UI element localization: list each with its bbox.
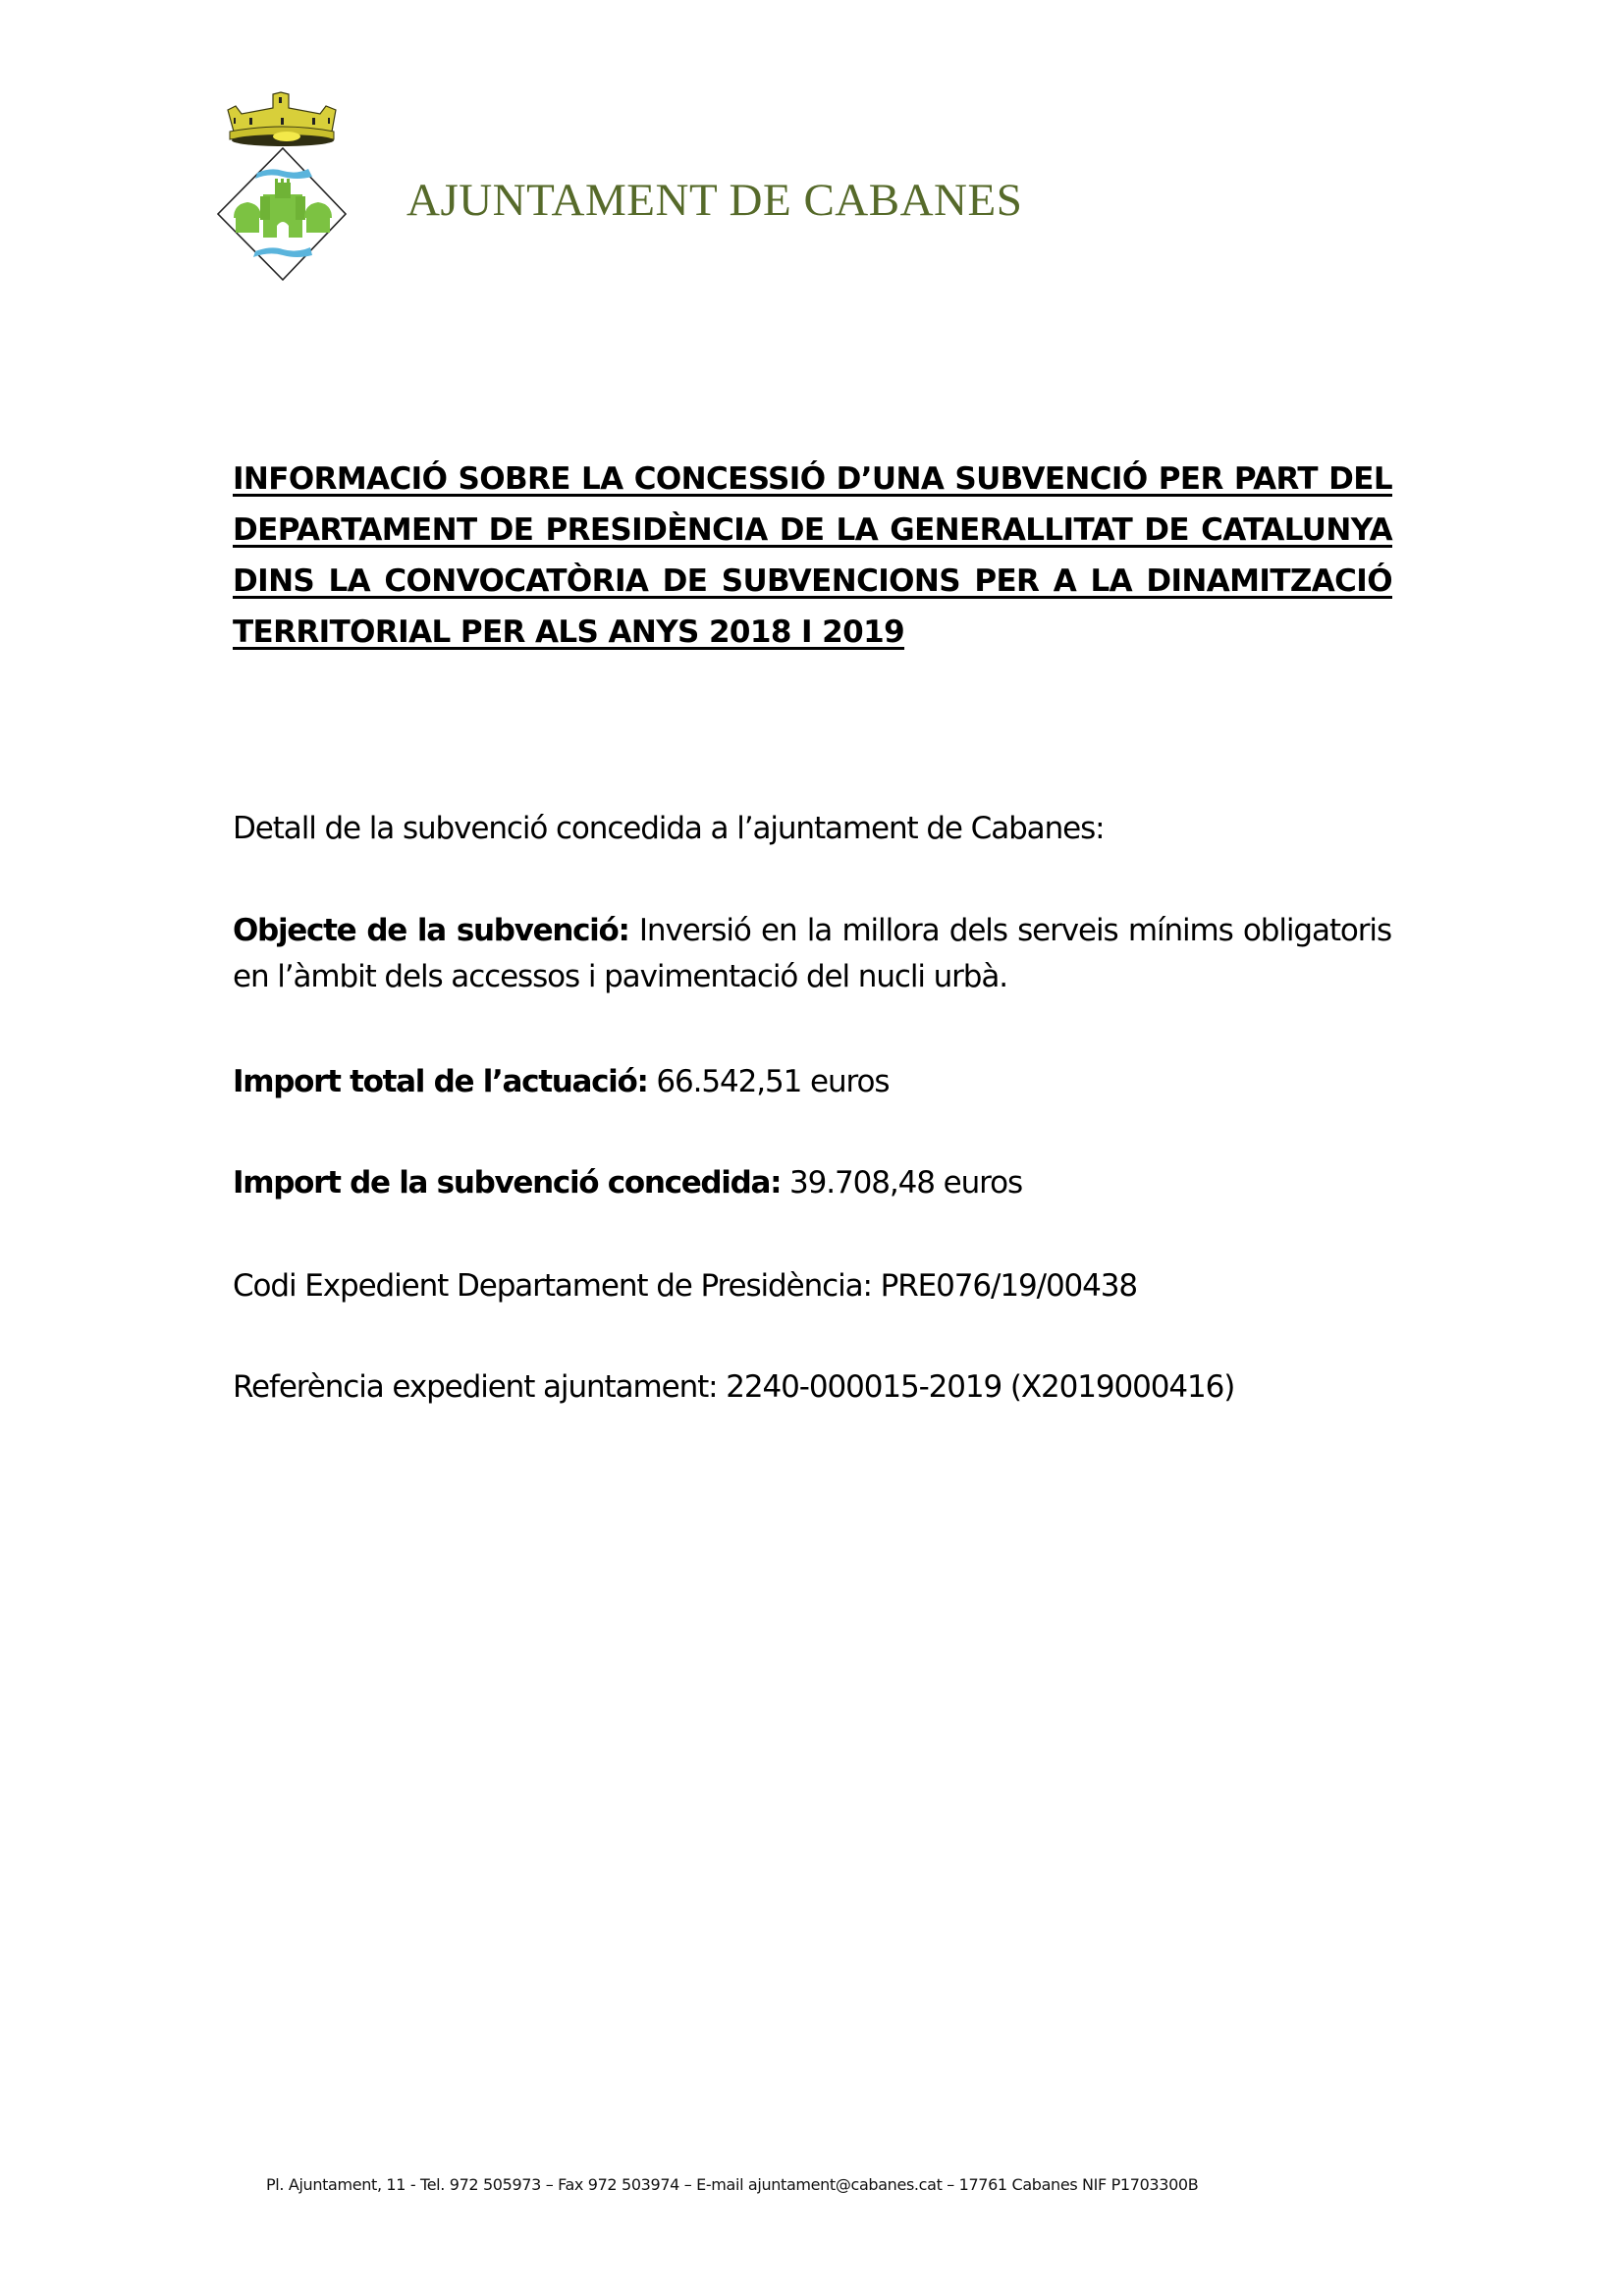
referencia-expedient-label: Referència expedient ajuntament:: [233, 1369, 718, 1405]
import-total-label: Import total de l’actuació:: [233, 1064, 648, 1099]
codi-expedient-value: PRE076/19/00438: [871, 1268, 1138, 1304]
referencia-expedient-paragraph: [233, 1364, 1234, 1411]
codi-expedient-paragraph: [233, 1263, 1137, 1309]
import-subvencio-paragraph: [233, 1160, 1022, 1206]
document-title: INFORMACIÓ SOBRE LA CONCESSIÓ D’UNA SUBVENCIÓ PER PART DEL DEPARTAMENT DE PRESIDÈNCIA DE LA GENERALLITAT DE CATALUNYA DINS LA CONVOCATÒRIA DE SUBVENCIONS PER A LA DINAMITZACIÓ TERRITORIAL PER ALS ANYS 2018 I 2019: [233, 461, 1392, 650]
import-total-paragraph: [233, 1059, 889, 1105]
objecte-label: Objecte de la subvenció:: [233, 913, 629, 948]
page-footer: Pl. Ajuntament, 11 - Tel. 972 505973 – Fax 972 503974 – E-mail ajuntament@cabanes.cat – 17761 Cabanes NIF P1703300B: [266, 2175, 1199, 2194]
objecte-value: Inversió en la millora dels serveis mínims obligatoris en l’àmbit dels accessos i pavimentació del nucli urbà.: [233, 913, 1391, 994]
referencia-expedient-value: 2240-000015-2019 (X2019000416): [717, 1369, 1235, 1405]
crown-icon: [228, 92, 336, 146]
shield-icon: [218, 148, 346, 280]
coat-of-arms-icon: [214, 88, 352, 283]
import-total-value: 66.542,51 euros: [647, 1064, 890, 1099]
import-subvencio-value: 39.708,48 euros: [781, 1165, 1023, 1201]
codi-expedient-label: Codi Expedient Departament de Presidència:: [233, 1268, 872, 1304]
intro-paragraph: Detall de la subvenció concedida a l’ajuntament de Cabanes:: [233, 811, 1105, 846]
objecte-paragraph: [233, 908, 1391, 1000]
import-subvencio-label: Import de la subvenció concedida:: [233, 1165, 782, 1201]
organization-name: AJUNTAMENT DE CABANES: [406, 175, 1023, 226]
